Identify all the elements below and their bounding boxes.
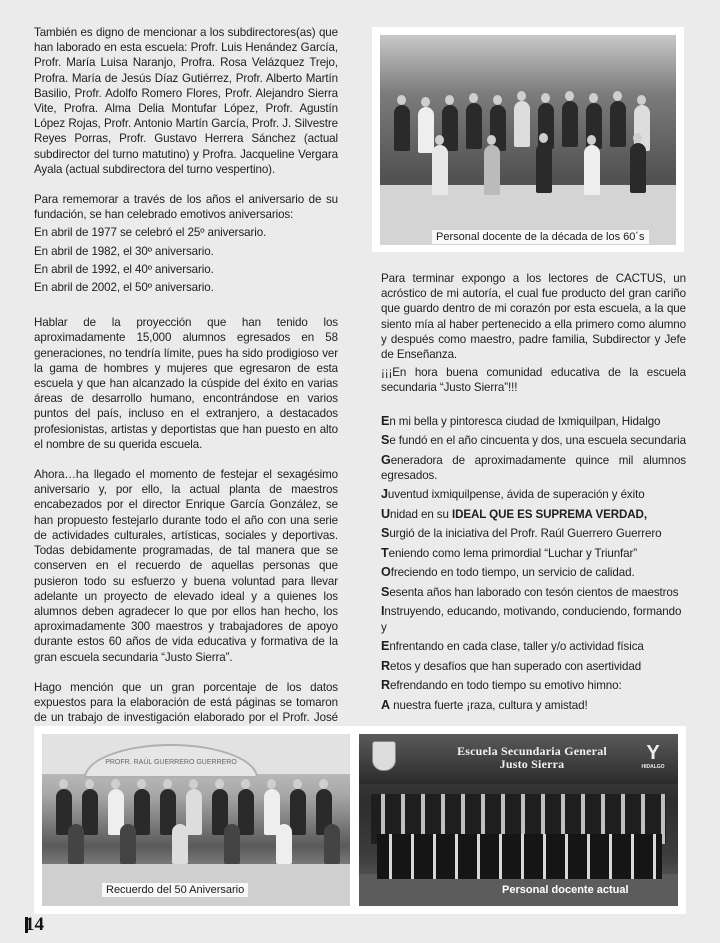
- projection-paragraph: Hablar de la proyección que han tenido los aproximadamente 15,000 alumnos egresados en 58 generaciones, no tendría límite, pues ha sido prodigioso ver la gama de hombres y mujeres que egresaron de esta escuela y que han alcanzado la cúspide del éxito en varias áreas de desarrollo humano, encontrándose en varios puntos del país, incluso en el extranjero, a destacados profesionistas, artistas y deportistas que han puesto en alto el nombre de su querida escuela.: [34, 316, 338, 451]
- acrostic-line: Instruyendo, educando, motivando, conduciendo, formando y: [381, 604, 682, 634]
- anniversary-50-caption: Recuerdo del 50 Aniversario: [102, 883, 248, 897]
- acrostic-line: Surgió de la iniciativa del Profr. Raúl Guerrero Guerrero: [381, 526, 662, 541]
- school-title: Escuela Secundaria General Justo Sierra: [457, 744, 607, 771]
- acrostic-line: Se fundó en el año cincuenta y dos, una escuela secundaria: [381, 433, 686, 448]
- closing-paragraph: Para terminar expongo a los lectores de CACTUS, un acróstico de mi autoría, el cual fue producto del gran cariño que guardo dentro de mi corazón por esta escuela, a la que siento mía al haber pertenecido a ella primero como alumno y después como maestro, padre familia, Subdirector y Jefe de Enseñanza.: [381, 272, 686, 362]
- acrostic-line: Retos y desafíos que han superado con asertividad: [381, 658, 642, 673]
- acrostic-line: Generadora de aproximadamente quince mil alumnos egresados.: [381, 452, 686, 482]
- acrostic-line: En mi bella y pintoresca ciudad de Ixmiquilpan, Hidalgo: [381, 413, 661, 428]
- celebration-paragraph: Ahora…ha llegado el momento de festejar el sexagésimo aniversario y, por ello, la actual planta de maestros encabezados por el director Enrique García González, se han propuesto festejarlo durante todo el año con una serie de actividades culturales, artísticas, sociales y deportivas. Todas debidamente programadas, de tal manera que se conserven en el recuerdo de aquellas personas que pusieron todo su esfuerzo y buena voluntad para llevar adelante un proyecto de elevado ideal y a quienes los alumnos deben agradecer lo que por ellos han hecho, los aproximadamente 300 maestros y trabajadores de apoyo durante estos 60 años de vida educativa y formativa de la gran escuela secundaria “Justo Sierra”.: [34, 468, 338, 664]
- hidalgo-logo-icon: Y HIDALGO: [641, 742, 665, 770]
- left-column: [34, 25, 338, 756]
- acrostic-line: Teniendo como lema primordial “Luchar y Triunfar”: [381, 545, 638, 560]
- acrostic-line: Refrendando en todo tiempo su emotivo himno:: [381, 678, 622, 693]
- acrostic-line: Sesenta años han laborado con tesón cientos de maestros: [381, 584, 679, 599]
- right-column: [381, 271, 686, 717]
- teachers-60s-photo: [380, 35, 676, 245]
- page-number: 14: [25, 914, 44, 935]
- anniversary-item: En abril de 1977 se celebró el 25º aniversario.: [34, 226, 267, 240]
- congrats-paragraph: ¡¡¡En hora buena comunidad educativa de la escuela secundaria “Justo Sierra”!!!: [381, 366, 686, 395]
- acrostic-line: Unidad en su IDEAL QUE ES SUPREMA VERDAD,: [381, 506, 647, 521]
- acrostic-line: Enfrentando en cada clase, taller y/o actividad física: [381, 639, 644, 654]
- acrostic: [381, 414, 686, 713]
- anniversaries-intro: Para rememorar a través de los años el aniversario de su fundación, se han celebrado emotivos aniversarios:: [34, 193, 338, 222]
- acrostic-line: Ofreciendo en todo tiempo, un servicio de calidad.: [381, 565, 635, 580]
- school-shield-icon: [372, 741, 396, 771]
- current-teachers-caption: Personal docente actual: [502, 884, 629, 896]
- anniversaries-list: [34, 225, 338, 295]
- school-sign: PROFR. RAÚL GUERRERO GUERRERO: [84, 744, 258, 778]
- acrostic-line: A nuestra fuerte ¡raza, cultura y amistad!: [381, 697, 588, 712]
- anniversary-item: En abril de 1992, el 40º aniversario.: [34, 262, 214, 276]
- top-photo-caption: Personal docente de la década de los 60´s: [432, 230, 649, 244]
- anniversary-item: En abril de 2002, el 50º aniversario.: [34, 281, 214, 295]
- acrostic-line: Juventud ixmiquilpense, ávida de superación y éxito: [381, 487, 645, 502]
- sources-paragraph: Hago mención que un gran porcentaje de los datos expuestos para la elaboración de está páginas se tomaron de un trabajo de investigación elaborado por el Profr. José: [34, 680, 338, 725]
- anniversary-item: En abril de 1982, el 30º aniversario.: [34, 244, 214, 258]
- subdirectors-paragraph: También es digno de mencionar a los subdirectores(as) que han laborado en esta escuela: Profr. Luis Henández García, Profr. María Luisa Naranjo, Profra. Rosa Velázquez Trejo, Profra. María de Jesús Díaz Gutiérrez, Profr. Alberto Martín Basilio, Profr. Adolfo Romero Flores, Profr. Alejandro Sierra Vite, Profra. Alma Delia Montufar López, Profr. Agustín López Rojas, Profr. Antonio Martín García, Profr. J. Silvestre Reyes Porras, Profr. Gustavo Herrera Sánchez (actual subdirector del turno matutino) y Profra. Jacqueline Vergara Ayala (actual subdirectora del turno vespertino).: [34, 26, 338, 176]
